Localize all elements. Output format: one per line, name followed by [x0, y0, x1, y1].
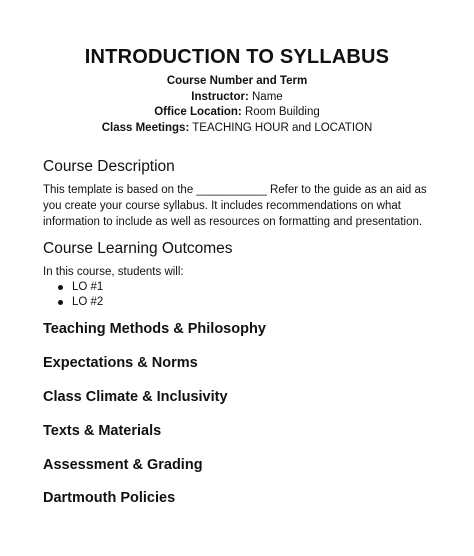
- instructor-row: [0, 90, 474, 106]
- assessment-grading-heading: Assessment & Grading: [43, 457, 203, 473]
- office-row: [0, 105, 474, 121]
- document-title: INTRODUCTION TO SYLLABUS: [84, 46, 390, 68]
- class-climate-heading: Class Climate & Inclusivity: [43, 389, 228, 405]
- learning-outcomes-heading: Course Learning Outcomes: [43, 240, 233, 257]
- learning-outcomes-intro: In this course, students will:: [43, 266, 184, 278]
- list-item: [58, 295, 103, 310]
- meetings-label: Class Meetings:: [101, 121, 190, 134]
- course-number: Course Number and Term: [166, 75, 308, 87]
- meetings-value: TEACHING HOUR and LOCATION: [192, 121, 373, 134]
- office-label: Office Location:: [154, 106, 242, 118]
- teaching-methods-heading: Teaching Methods & Philosophy: [43, 321, 266, 337]
- instructor-label: Instructor:: [191, 90, 249, 103]
- dartmouth-policies-heading: Dartmouth Policies: [43, 490, 176, 506]
- office-value: Room Building: [244, 106, 320, 118]
- course-description-heading: Course Description: [43, 158, 175, 175]
- course-number-row: [0, 74, 474, 90]
- texts-materials-heading: Texts & Materials: [43, 423, 162, 439]
- bullet-icon: [58, 285, 63, 290]
- meetings-row: [0, 121, 474, 137]
- expectations-heading: Expectations & Norms: [43, 355, 198, 371]
- course-description-body: This template is based on the ___________ Refer to the guide as an aid as you create your course syllabus. It includes recommendations on what information to include as well as resources on formatting and presentation.: [43, 184, 427, 228]
- instructor-value: Name: [252, 90, 283, 103]
- course-meta: [0, 74, 474, 136]
- learning-outcomes-list: [58, 280, 103, 310]
- list-item-label: LO #2: [72, 296, 104, 308]
- bullet-icon: [58, 300, 63, 305]
- list-item: [58, 280, 103, 295]
- list-item-label: LO #1: [72, 281, 104, 293]
